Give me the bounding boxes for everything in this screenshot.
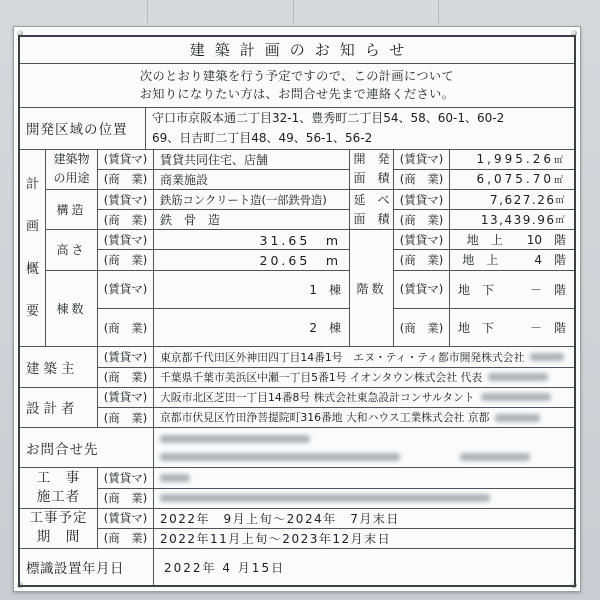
wall-seam xyxy=(293,0,294,24)
floors-label: 階数 xyxy=(350,230,394,347)
intro-line-1: 次のとおり建築を行う予定ですので、この計画について xyxy=(139,69,455,84)
contractor-label: 工 事 施工者 xyxy=(20,468,98,508)
notice-intro xyxy=(20,64,574,108)
tag-rental: (賃貸マ) xyxy=(394,271,450,309)
intro-line-2: お知りになりたい方は、お問合せ先まで連絡ください。 xyxy=(139,87,455,102)
height-label: 高さ xyxy=(46,230,98,270)
use-rental-value: 賃貸共同住宅、店舗 xyxy=(154,150,350,170)
owner-rental-value: 東京都千代田区外神田四丁目14番1号 エヌ・ティ・ティ都市開発株式会社 xyxy=(154,347,574,367)
tag-commercial: (商 業) xyxy=(394,250,450,270)
sign-date-value: 2022年 4 月15日 xyxy=(164,560,286,575)
height-commercial-value: 20.65 m xyxy=(154,250,350,270)
wall-seam xyxy=(147,0,148,24)
floors-above-commercial: 地 上 4 階 xyxy=(450,250,574,270)
schedule-commercial-value: 2022年11月上旬～2023年12月末日 xyxy=(154,529,574,549)
notice-table xyxy=(18,35,576,587)
use-commercial-value: 商業施設 xyxy=(154,170,350,190)
structure-commercial-value: 鉄 骨 造 xyxy=(154,210,350,230)
blurred-text xyxy=(460,453,530,461)
designer-commercial-value: 京都市伏見区竹田浄菩提院町316番地 大和ハウス工業株式会社 京都 xyxy=(154,408,574,428)
designer-label: 設計者 xyxy=(20,388,98,428)
tag-commercial: (商 業) xyxy=(98,170,154,190)
tag-rental: (賃貸マ) xyxy=(98,190,154,210)
designer-rental-value: 大阪市北区芝田一丁目14番8号 株式会社東急設計コンサルタント xyxy=(154,388,574,408)
blurred-text xyxy=(160,453,400,461)
tag-rental: (賃貸マ) xyxy=(98,468,154,488)
plan-outline-label xyxy=(20,150,46,348)
tag-rental: (賃貸マ) xyxy=(98,271,154,309)
tag-rental: (賃貸マ) xyxy=(394,230,450,250)
tag-rental: (賃貸マ) xyxy=(98,509,154,529)
tag-rental: (賃貸マ) xyxy=(98,230,154,250)
tag-commercial: (商 業) xyxy=(394,210,450,230)
tag-commercial: (商 業) xyxy=(98,529,154,549)
floor-area-label: 延 べ 面 積 xyxy=(350,190,394,230)
wall-seam xyxy=(438,0,439,24)
floor-area-rental-value: 7,627.26 ㎡ xyxy=(450,190,574,210)
tag-commercial: (商 業) xyxy=(98,408,154,428)
contractor-rental-blurred xyxy=(154,468,574,488)
blurred-text xyxy=(488,373,548,381)
buildings-rental-value: 1 棟 xyxy=(154,271,350,309)
tag-commercial: (商 業) xyxy=(98,489,154,509)
blurred-text xyxy=(160,435,310,443)
height-rental-value: 31.65 m xyxy=(154,230,350,250)
buildings-label: 棟数 xyxy=(46,271,98,348)
blurred-text xyxy=(481,393,551,401)
structure-rental-value: 鉄筋コンクリート造(一部鉄骨造) xyxy=(154,190,350,210)
contact-value-blurred xyxy=(154,428,574,468)
tag-rental: (賃貸マ) xyxy=(394,150,450,170)
tag-commercial: (商 業) xyxy=(98,250,154,270)
owner-label: 建築主 xyxy=(20,347,98,387)
location-label: 開発区域の位置 xyxy=(20,108,146,150)
contractor-commercial-blurred xyxy=(154,489,574,509)
schedule-label: 工事予定 期 間 xyxy=(20,509,98,549)
structure-label: 構造 xyxy=(46,190,98,230)
plan-outline-char: 要 xyxy=(25,303,39,319)
location-line-1: 守口市京阪本通二丁目32-1、豊秀町二丁目54、58、60-1、60-2 xyxy=(152,111,505,126)
contact-label: お問合せ先 xyxy=(20,428,154,468)
tag-commercial: (商 業) xyxy=(98,210,154,230)
notice-board xyxy=(13,26,581,592)
blurred-text xyxy=(160,474,190,482)
location-value xyxy=(146,108,574,150)
dev-area-rental-value: 1,995.26 ㎡ xyxy=(450,150,574,170)
sign-date-label: 標識設置年月日 xyxy=(20,549,154,585)
plan-outline-char: 画 xyxy=(25,219,39,235)
blurred-text xyxy=(530,353,564,361)
blurred-text xyxy=(160,494,490,502)
floors-below-rental: 地 下 － 階 xyxy=(450,271,574,309)
tag-rental: (賃貸マ) xyxy=(394,190,450,210)
plan-outline-char: 概 xyxy=(25,261,39,277)
plan-outline-char: 計 xyxy=(25,177,39,193)
floors-below-commercial: 地 下 － 階 xyxy=(450,309,574,347)
tag-commercial: (商 業) xyxy=(394,170,450,190)
notice-title: 建築計画のお知らせ xyxy=(20,37,574,64)
dev-area-label: 開 発 面 積 xyxy=(350,150,394,190)
tag-commercial: (商 業) xyxy=(98,368,154,388)
owner-commercial-value: 千葉県千葉市美浜区中瀬一丁目5番1号 イオンタウン株式会社 代表 xyxy=(154,368,574,388)
use-label: 建築物 の用途 xyxy=(46,150,98,190)
tag-commercial: (商 業) xyxy=(394,309,450,347)
tag-rental: (賃貸マ) xyxy=(98,388,154,408)
dev-area-commercial-value: 6,075.70 ㎡ xyxy=(450,170,574,190)
tag-commercial: (商 業) xyxy=(98,309,154,347)
buildings-commercial-value: 2 棟 xyxy=(154,309,350,347)
location-line-2: 69、日吉町二丁目48、49、56-1、56-2 xyxy=(152,131,373,146)
floor-area-commercial-value: 13,439.96 ㎡ xyxy=(450,210,574,230)
floors-above-rental: 地 上 10 階 xyxy=(450,230,574,250)
blurred-text xyxy=(495,414,540,422)
tag-rental: (賃貸マ) xyxy=(98,150,154,170)
tag-rental: (賃貸マ) xyxy=(98,347,154,367)
schedule-rental-value: 2022年 9月上旬～2024年 7月末日 xyxy=(154,509,574,529)
